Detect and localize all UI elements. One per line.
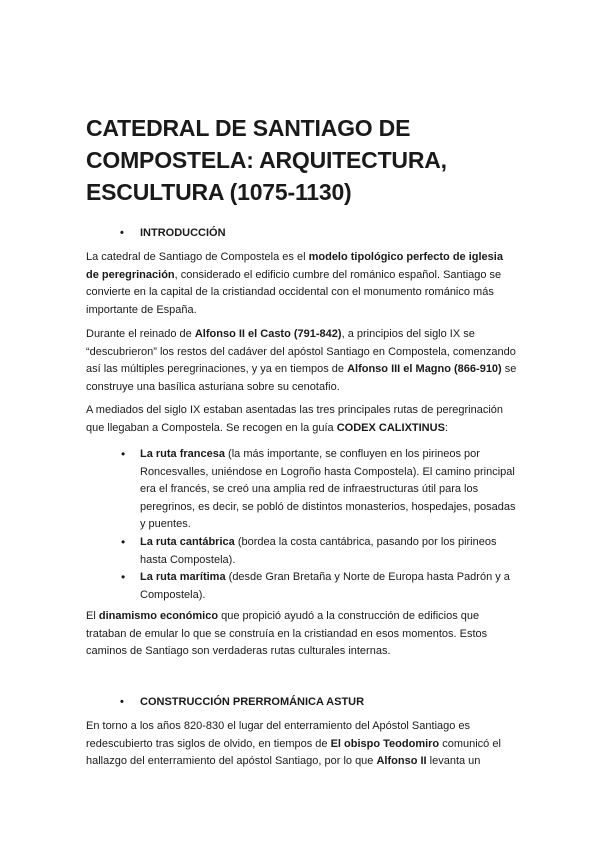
bold-term: El obispo Teodomiro — [330, 737, 440, 750]
text-run: A mediados del siglo IX estaban asentadas las tres principales rutas de peregrinación que llegaban a Compostela. Se recogen en la guía — [86, 404, 504, 434]
text-run: , a principios del siglo IX se “descubrieron” los restos del cadáver del apóstol Santiago en Compostela, comenzando así las múltiples peregrinaciones, y ya en tiempos de — [86, 328, 516, 376]
section-heading-label: INTRODUCCIÓN — [140, 227, 226, 239]
route-name: La ruta francesa — [140, 448, 225, 460]
paragraph-intro-1 — [86, 249, 518, 319]
document-title: CATEDRAL DE SANTIAGO DE COMPOSTELA: ARQUITECTURA, ESCULTURA (1075-1130) — [86, 115, 447, 205]
route-name: La ruta cantábrica — [140, 535, 235, 548]
list-item — [140, 569, 520, 604]
text-run: comunicó el hallazgo del enterramiento del apóstol Santiago, por lo que — [86, 737, 501, 768]
text-run: El — [86, 610, 99, 622]
text-run: , considerado el edificio cumbre del románico español. Santiago se convierte en la capital de la cristiandad occidental con el monumento románico más importante de España. — [86, 268, 502, 316]
section-heading-label: CONSTRUCCIÓN PRERROMÁNICA ASTUR — [140, 696, 365, 708]
bold-term: modelo tipológico perfecto de iglesia de peregrinación — [86, 251, 503, 281]
route-name: La ruta marítima — [140, 571, 226, 584]
routes-list — [140, 446, 520, 604]
text-run: Durante el reinado de — [86, 328, 195, 340]
bold-term: Alfonso II el Casto (791-842) — [194, 328, 342, 340]
list-item — [140, 534, 520, 569]
section-heading-introduccion — [120, 225, 226, 242]
paragraph-intro-3 — [86, 402, 518, 437]
paragraph-intro-2 — [86, 326, 518, 396]
route-text: (bordea la costa cantábrica, pasando por los pirineos hasta Compostela). — [140, 535, 497, 566]
text-run: La catedral de Santiago de Compostela es el — [86, 251, 309, 263]
paragraph-closing — [86, 608, 518, 661]
bold-term: Alfonso II — [376, 755, 427, 768]
route-text: (la más importante, se confluyen en los pirineos por Roncesvalles, uniéndose en Logroño hasta Compostela). El camino principal era el francés, se creó una amplia red de infraestructuras útil para los peregrinos, es decir, se pobló de distintos monasterios, hospedajes, posadas y puentes. — [140, 448, 516, 531]
text-run: que propició ayudó a la construcción de edificios que trataban de emular lo que se construía en la cristiandad en esos momentos. Estos caminos de Santiago son verdaderas rutas culturales internas. — [86, 610, 488, 658]
text-run: En torno a los años 820-830 el lugar del enterramiento del Apóstol Santiago es redescubierto tras siglos de olvido, en tiempos de — [86, 720, 471, 750]
text-run: levanta un — [426, 755, 481, 768]
list-item — [140, 446, 520, 534]
text-run: : — [444, 421, 448, 434]
bullet-icon: • — [120, 227, 124, 239]
section-heading-construccion — [120, 694, 365, 711]
text-run: se construye una basílica asturiana sobre su cenotafio. — [86, 363, 517, 393]
bold-term: CODEX CALIXTINUS — [336, 421, 445, 434]
bullet-icon: • — [120, 696, 124, 708]
route-text: (desde Gran Bretaña y Norte de Europa hasta Padrón y a Compostela). — [140, 571, 510, 601]
paragraph-construccion-1 — [86, 718, 518, 771]
bold-term: dinamismo económico — [98, 610, 219, 622]
bold-term: Alfonso III el Magno (866-910) — [347, 363, 502, 376]
